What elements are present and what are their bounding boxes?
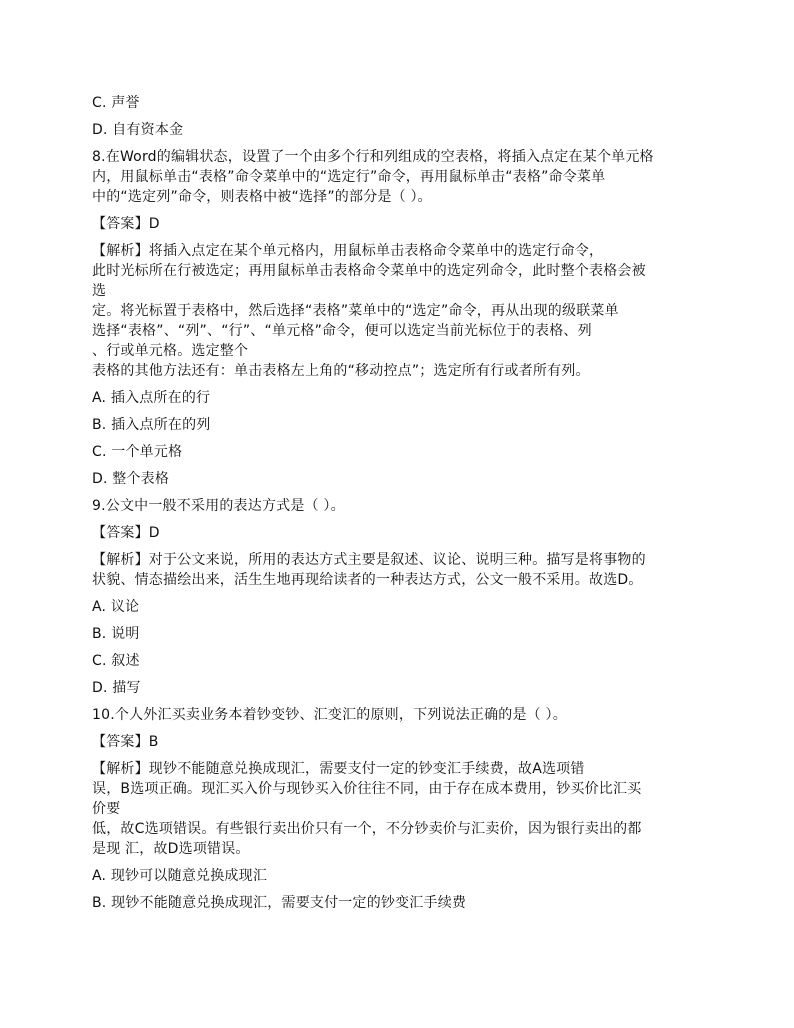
analysis-8-line-5: 选择“表格”、“列”、“行”、“单元格”命令，便可以选定当前光标位于的表格、列 (92, 323, 592, 339)
answer-10: 【答案】B (92, 734, 159, 750)
analysis-9-line-2: 状貌、情态描绘出来，活生生地再现给读者的一种表达方式，公文一般不采用。故选D。 (92, 572, 643, 588)
option-a: A. 插入点所在的行 (92, 390, 211, 406)
option-c: C. 叙述 (92, 653, 140, 669)
answer-9: 【答案】D (92, 525, 160, 541)
question-8-line-1: 8.在Word的编辑状态，设置了一个由多个行和列组成的空表格，将插入点定在某个单元格 (92, 149, 654, 165)
analysis-8-line-7: 表格的其他方法还有：单击表格左上角的“移动控点”；选定所有行或者所有列。 (92, 363, 590, 379)
analysis-8-line-3: 选 (92, 283, 107, 299)
answer-8: 【答案】D (92, 216, 160, 232)
analysis-10-line-4: 低，故C选项错误。有些银行卖出价只有一个，不分钞卖价与汇卖价，因为银行卖出的都 (92, 821, 642, 837)
option-c: C. 声誉 (92, 95, 140, 111)
option-b: B. 插入点所在的列 (92, 417, 211, 433)
analysis-10-line-1: 【解析】现钞不能随意兑换成现汇，需要支付一定的钞变汇手续费，故A选项错 (92, 761, 585, 777)
option-c: C. 一个单元格 (92, 444, 183, 460)
question-8-line-2: 内，用鼠标单击“表格”命令菜单中的“选定行”命令，再用鼠标单击“表格”命令菜单 (92, 169, 606, 185)
analysis-8-line-2: 此时光标所在行被选定；再用鼠标单击表格命令菜单中的选定列命令，此时整个表格会被 (92, 263, 646, 279)
analysis-10-line-3: 价要 (92, 801, 121, 817)
analysis-10-line-5: 是现 汇，故D选项错误。 (92, 841, 250, 857)
analysis-9-line-1: 【解析】对于公文来说，所用的表达方式主要是叙述、议论、说明三种。描写是将事物的 (92, 552, 646, 568)
option-b: B. 现钞不能随意兑换成现汇，需要支付一定的钞变汇手续费 (92, 895, 467, 911)
option-d: D. 描写 (92, 680, 141, 696)
option-d: D. 自有资本金 (92, 122, 184, 138)
option-a: A. 现钞可以随意兑换成现汇 (92, 868, 268, 884)
question-10: 10.个人外汇买卖业务本着钞变钞、汇变汇的原则，下列说法正确的是（ ）。 (92, 707, 567, 723)
analysis-8-line-6: 、行或单元格。选定整个 (92, 343, 249, 359)
analysis-8-line-1: 【解析】将插入点定在某个单元格内，用鼠标单击表格命令菜单中的选定行命令， (92, 243, 604, 259)
option-a: A. 议论 (92, 599, 140, 615)
option-d: D. 整个表格 (92, 471, 170, 487)
option-b: B. 说明 (92, 626, 140, 642)
question-9: 9.公文中一般不采用的表达方式是（ ）。 (92, 498, 345, 514)
question-8-line-3: 中的“选定列”命令，则表格中被“选择”的部分是（ ）。 (92, 189, 432, 205)
analysis-10-line-2: 误，B选项正确。现汇买入价与现钞买入价往往不同，由于存在成本费用，钞买价比汇买 (92, 781, 642, 797)
analysis-8-line-4: 定。将光标置于表格中，然后选择“表格”菜单中的“选定”命令，再从出现的级联菜单 (92, 303, 619, 319)
